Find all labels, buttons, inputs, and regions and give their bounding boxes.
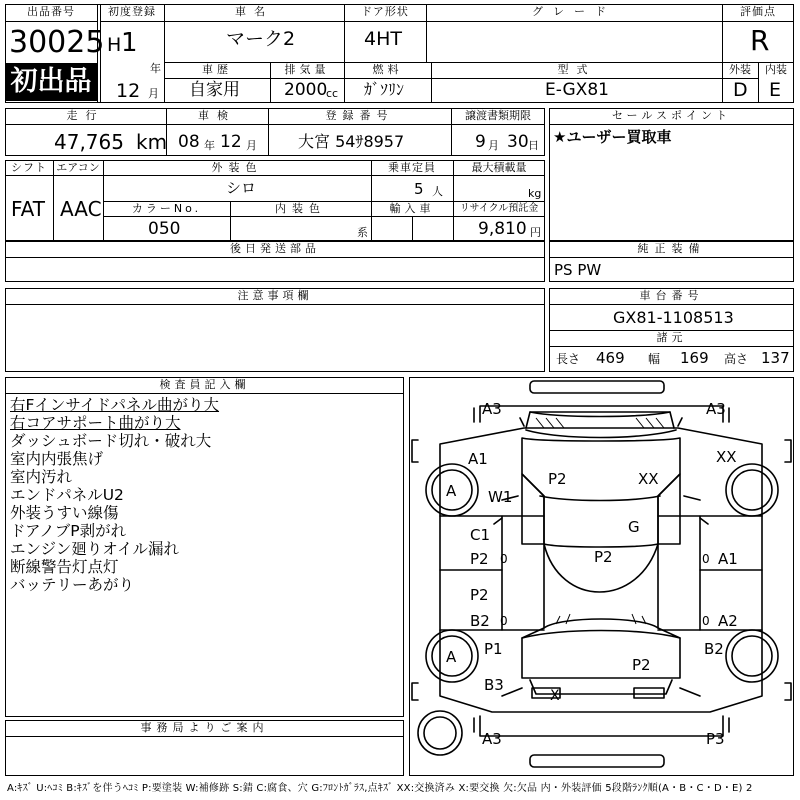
first-reg-month: 12 bbox=[116, 80, 141, 102]
history: 自家用 bbox=[189, 80, 240, 100]
equipment: PS PW bbox=[554, 261, 602, 279]
inspector-notes bbox=[0, 0, 400, 720]
inspection-month: 12 bbox=[220, 132, 242, 152]
inspector-label: 検査員記入欄 bbox=[159, 378, 250, 391]
grade-label: グレード bbox=[532, 5, 616, 18]
score-label: 評価点 bbox=[740, 5, 776, 18]
history-label: 車歴 bbox=[202, 63, 232, 76]
shift-label: シフト bbox=[11, 161, 47, 174]
mark-front-left: A3 bbox=[482, 400, 502, 418]
inspector-note-line: エンジン廻りオイル漏れ bbox=[10, 540, 179, 558]
chassis-label: 車台番号 bbox=[639, 289, 704, 302]
mark-right-fender: XX bbox=[716, 448, 737, 466]
lot-number: 30025 bbox=[9, 25, 105, 60]
length: 469 bbox=[596, 349, 625, 367]
displacement-unit: cc bbox=[326, 87, 339, 100]
exterior-color-label: 外装色 bbox=[211, 161, 263, 174]
first-listing-badge: 初出品 bbox=[5, 63, 97, 101]
height-label: 高さ bbox=[724, 352, 749, 366]
inspection-label: 車検 bbox=[198, 109, 236, 122]
sales-point: ★ユーザー買取車 bbox=[553, 128, 672, 146]
mark-right-front-door: A1 bbox=[718, 550, 738, 568]
mark-windshield: W1 bbox=[488, 488, 513, 506]
mark-left-front-door-c: C1 bbox=[470, 526, 491, 544]
displacement: 2000 bbox=[284, 80, 328, 100]
score: R bbox=[750, 24, 770, 57]
inspector-note-line: 右コアサポート曲がり大 bbox=[10, 414, 181, 432]
mark-left-rear-door-p: P2 bbox=[470, 586, 489, 604]
max-load-label: 最大積載量 bbox=[471, 161, 527, 174]
max-load-unit: kg bbox=[528, 187, 542, 200]
fuel: ｶﾞｿﾘﾝ bbox=[364, 80, 405, 99]
transfer-day: 30 bbox=[507, 132, 529, 152]
month-unit: 月 bbox=[148, 87, 159, 100]
transfer-day-unit: 日 bbox=[528, 139, 539, 152]
width-label: 幅 bbox=[648, 352, 661, 366]
inspector-note-line: 室内内張焦げ bbox=[10, 450, 104, 468]
inspector-note-line: 室内汚れ bbox=[10, 468, 73, 486]
mark-right-rear-door-o: 0 bbox=[702, 614, 710, 628]
seats-label: 乗車定員 bbox=[388, 161, 436, 174]
year-unit: 年 bbox=[150, 62, 161, 75]
plate-label: 登録番号 bbox=[325, 109, 394, 122]
exterior-grade-label: 外装 bbox=[729, 63, 751, 76]
mileage: 47,765 bbox=[54, 130, 124, 154]
mark-left-quarter: P1 bbox=[484, 640, 503, 658]
car-name: マーク2 bbox=[226, 28, 296, 50]
inspector-note-line: エンドパネルU2 bbox=[10, 486, 124, 504]
inspector-note-line: 断線警告灯点灯 bbox=[10, 558, 119, 576]
car-diagram-box bbox=[409, 377, 794, 776]
interior-grade-label: 内装 bbox=[765, 63, 787, 76]
dimensions-label: 諸元 bbox=[656, 331, 687, 344]
inspector-note-line: 外装うすい線傷 bbox=[10, 504, 119, 522]
mark-bonnet-right: XX bbox=[638, 470, 659, 488]
interior-color-label: 内装色 bbox=[275, 202, 326, 215]
mark-front-right: A3 bbox=[706, 400, 726, 418]
inspector-note-line: ダッシュボード切れ・破れ大 bbox=[10, 432, 212, 450]
mark-right-quarter: B2 bbox=[704, 640, 724, 658]
inspector-note-line: ドアノブP剥がれ bbox=[10, 522, 127, 540]
plate-number: 大宮 54ｻ8957 bbox=[298, 132, 405, 151]
inspection-month-unit: 月 bbox=[246, 139, 257, 152]
exterior-grade: D bbox=[733, 79, 748, 101]
mark-roof: P2 bbox=[594, 548, 613, 566]
mileage-unit: km bbox=[136, 130, 168, 154]
exterior-color: シロ bbox=[226, 179, 257, 197]
mark-left-fender: A1 bbox=[468, 450, 488, 468]
aircon-label: エアコン bbox=[56, 161, 100, 174]
transfer-deadline-label: 譲渡書類期限 bbox=[465, 109, 531, 122]
interior-color-unit: 系 bbox=[357, 226, 368, 239]
car-name-label: 車名 bbox=[235, 5, 273, 18]
mark-right-rear-door: A2 bbox=[718, 612, 738, 630]
lot-number-label: 出品番号 bbox=[27, 5, 75, 18]
office-label: 事務局よりご案内 bbox=[140, 721, 269, 734]
color-no-label: カラーNo. bbox=[131, 202, 202, 215]
color-no: 050 bbox=[148, 219, 181, 239]
chassis-number: GX81-1108513 bbox=[613, 308, 734, 327]
inspection-year-unit: 年 bbox=[204, 139, 215, 152]
seats: 5 bbox=[414, 180, 424, 198]
later-parts-label: 後日発送部品 bbox=[230, 242, 320, 255]
inspection-year: 08 bbox=[178, 132, 200, 152]
model-label: 型式 bbox=[557, 63, 596, 76]
width: 169 bbox=[680, 349, 709, 367]
recycle-deposit: 9,810 bbox=[478, 219, 527, 239]
interior-grade: E bbox=[769, 79, 782, 101]
mark-rear-right: P3 bbox=[706, 730, 725, 748]
mark-bonnet-left: P2 bbox=[548, 470, 567, 488]
height: 137 bbox=[761, 349, 790, 367]
seats-unit: 人 bbox=[432, 185, 443, 198]
mark-left-rear-door-b: B2 bbox=[470, 612, 490, 630]
mark-left-front-door-p: P2 bbox=[470, 550, 489, 568]
equipment-label: 純正装備 bbox=[637, 242, 706, 255]
mark-left-rear-lower: B3 bbox=[484, 676, 504, 694]
fuel-label: 燃料 bbox=[372, 63, 403, 76]
recycle-unit: 円 bbox=[530, 226, 541, 239]
shift: FAT bbox=[11, 197, 46, 221]
car-diagram bbox=[410, 378, 793, 775]
transfer-month: 9 bbox=[475, 132, 486, 152]
recycle-label: リサイクル預託金 bbox=[459, 203, 539, 214]
mark-left-rear-door-o: 0 bbox=[500, 614, 508, 628]
mark-left-wheel-front: A bbox=[446, 482, 457, 500]
mark-left-front-door-o: 0 bbox=[500, 552, 508, 566]
length-label: 長さ bbox=[556, 352, 581, 366]
inspector-note-line: 右Fインサイドパネル曲がり大 bbox=[10, 396, 220, 414]
transfer-month-unit: 月 bbox=[488, 139, 499, 152]
mark-trunk: P2 bbox=[632, 656, 651, 674]
legend-footer: A:ｷｽﾞ U:ﾍｺﾐ B:ｷｽﾞを伴うﾍｺﾐ P:要塗装 W:補修跡 S:錆 C:腐食、穴 G:ﾌﾛﾝﾄｶﾞﾗｽ,点ｷｽﾞ XX:交換済み X:要交換 欠:欠品 内・外装評価 5段階ﾗﾝｸ順(A・B・C・D・E) 2 bbox=[7, 783, 753, 794]
era-year: 1 bbox=[121, 28, 138, 58]
sales-point-label: セールスポイント bbox=[611, 109, 731, 122]
mark-right-front-door-o: 0 bbox=[702, 552, 710, 566]
door-type-label: ドア形状 bbox=[361, 5, 409, 18]
aircon: AAC bbox=[60, 197, 102, 221]
import-label: 輸入車 bbox=[389, 202, 435, 215]
model: E-GX81 bbox=[545, 80, 609, 100]
first-registration-label: 初度登録 bbox=[108, 5, 156, 18]
mark-roof-g: G bbox=[628, 518, 640, 536]
mileage-label: 走行 bbox=[66, 109, 105, 122]
era: H bbox=[107, 34, 122, 56]
mark-left-wheel-rear: A bbox=[446, 648, 457, 666]
displacement-label: 排気量 bbox=[284, 63, 330, 76]
notes-label: 注意事項欄 bbox=[237, 289, 313, 302]
mark-rear-left: A3 bbox=[482, 730, 502, 748]
door-type: 4HT bbox=[364, 28, 402, 50]
inspector-note-line: バッテリーあがり bbox=[10, 576, 135, 594]
mark-rear-panel: X bbox=[550, 688, 560, 704]
